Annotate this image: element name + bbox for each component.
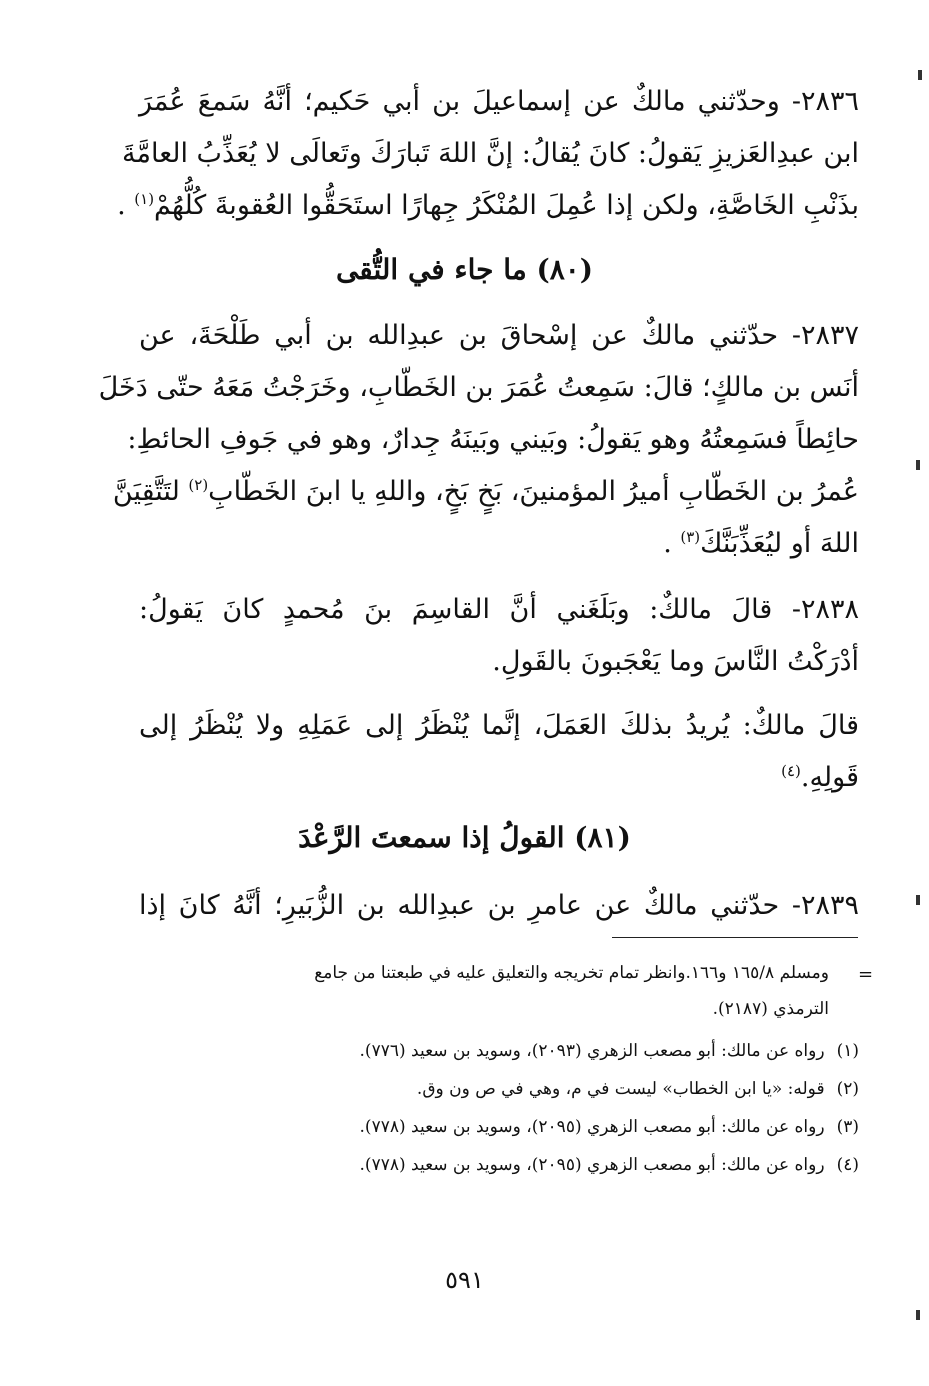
section-80-heading: (٨٠) ما جاء في التُّقى [335,253,594,286]
hadith-2838-line-1: ٢٨٣٨- قالَ مالكٌ: وبَلَغَني أنَّ القاسِمَ بنَ مُحمدٍ كانَ يَقولُ: [139,594,859,625]
footnote-3 [360,1112,859,1142]
footnote-continuation-line-2: الترمذي (٢١٨٧). [712,999,829,1019]
scan-speck [918,70,922,80]
hadith-2836-line-1: ٢٨٣٦- وحدّثني مالكٌ عن إسماعيلَ بن أبي حَكيم؛ أنَّهُ سَمعَ عُمَرَ [139,86,859,117]
footnote-ref-2: (٢) [188,476,209,494]
hadith-2837-line-4 [112,472,859,512]
hadith-2836-line-3 [117,186,859,226]
hadith-2837-line-5-text: اللهَ أو ليُعَذِّبَنَّكَ [700,528,859,559]
hadith-2838-line-2: أدْرَكْتُ النَّاسَ وما يَعْجَبونَ بالقَولِ. [492,646,859,677]
footnote-3-number: (٣) [836,1117,859,1137]
malik-comment-line-1: قالَ مالكٌ: يُريدُ بذلكَ العَمَلَ، إنَّما يُنْظَرُ إلى عَمَلِهِ ولا يُنْظَرُ إلى [139,710,859,741]
footnote-2 [417,1074,859,1104]
footnote-ref-4: (٤) [781,762,801,780]
footnote-3-text: رواه عن مالك: أبو مصعب الزهري (٢٠٩٥)، وسويد بن سعيد (٧٧٨). [359,1117,825,1137]
footnote-1-number: (١) [836,1041,859,1061]
hadith-2837-line-3: حائِطاً فسَمِعتُهُ وهو يَقولُ: وبَيني وبَينَهُ جِدارٌ، وهو في جَوفِ الحائطِ: [127,424,859,455]
scan-speck [916,1310,920,1320]
hadith-2836-line-2: ابن عبدِالعَزيزِ يَقولُ: كانَ يُقالُ: إنَّ اللهَ تَبارَكَ وتَعالَى لا يُعَذِّبُ العامَّةَ [122,138,859,169]
hadith-2836-line-3-text: بذَنْبِ الخَاصَّةِ، ولكن إذا عُمِلَ المُنْكَرُ جِهارًا استَحَقُّوا العُقوبةَ كُلُّهُمْ [154,190,859,221]
hadith-2837-line-1: ٢٨٣٧- حدّثني مالكٌ عن إسْحاقَ بن عبدِالله بن أبي طَلْحَةَ، عن [139,320,859,351]
footnote-2-text: قوله: «يا ابن الخطاب» ليست في م، وهي في ص ون وق. [416,1079,825,1099]
footnote-continuation-mark: = [858,964,874,985]
hadith-2837-line-4-text: عُمرُ بن الخَطّابِ أميرُ المؤمنينَ، بَخٍ بَخٍ، واللهِ يا ابنَ الخَطّابِ [208,476,859,507]
hadith-2837-line-5 [139,524,859,564]
footnote-4-text: رواه عن مالك: أبو مصعب الزهري (٢٠٩٥)، وسويد بن سعيد (٧٧٨). [359,1155,825,1175]
hadith-2837-line-4-end: لتَتَّقِيَنَّ [112,476,189,507]
scan-speck [916,895,920,905]
footnote-continuation-line-1: ومسلم ١٦٥/٨ و١٦٦.وانظر تمام تخريجه والتعليق عليه في طبعتنا من جامع [314,963,829,983]
hadith-2837-line-5-end: . [663,528,681,559]
hadith-2836-end: . [117,190,135,221]
footnote-4 [360,1150,859,1180]
scan-speck [916,460,920,470]
footnote-4-number: (٤) [836,1155,859,1175]
page-number: ٥٩١ [445,1266,484,1294]
footnote-separator [612,937,858,938]
malik-comment-line-2 [139,758,859,798]
hadith-2839-line-1: ٢٨٣٩- حدّثني مالكٌ عن عامرِ بن عبدِالله بن الزُّبَيرِ؛ أنَّهُ كانَ إذا [139,890,859,921]
footnote-ref-1: (١) [134,190,155,208]
footnote-1-text: رواه عن مالك: أبو مصعب الزهري (٢٠٩٣)، وسويد بن سعيد (٧٧٦). [359,1041,825,1061]
malik-comment-line-2-text: قَولِهِ. [800,762,859,793]
section-81-heading: (٨١) القولُ إذا سمعتَ الرَّعْدَ [298,821,631,854]
footnote-2-number: (٢) [836,1079,859,1099]
footnote-1 [360,1036,859,1066]
footnote-ref-3: (٣) [680,528,701,546]
hadith-2837-line-2: أنَس بن مالكٍ؛ قالَ: سَمِعتُ عُمَرَ بن الخَطّابِ، وخَرَجْتُ مَعَهُ حتّى دَخَلَ [98,372,859,403]
